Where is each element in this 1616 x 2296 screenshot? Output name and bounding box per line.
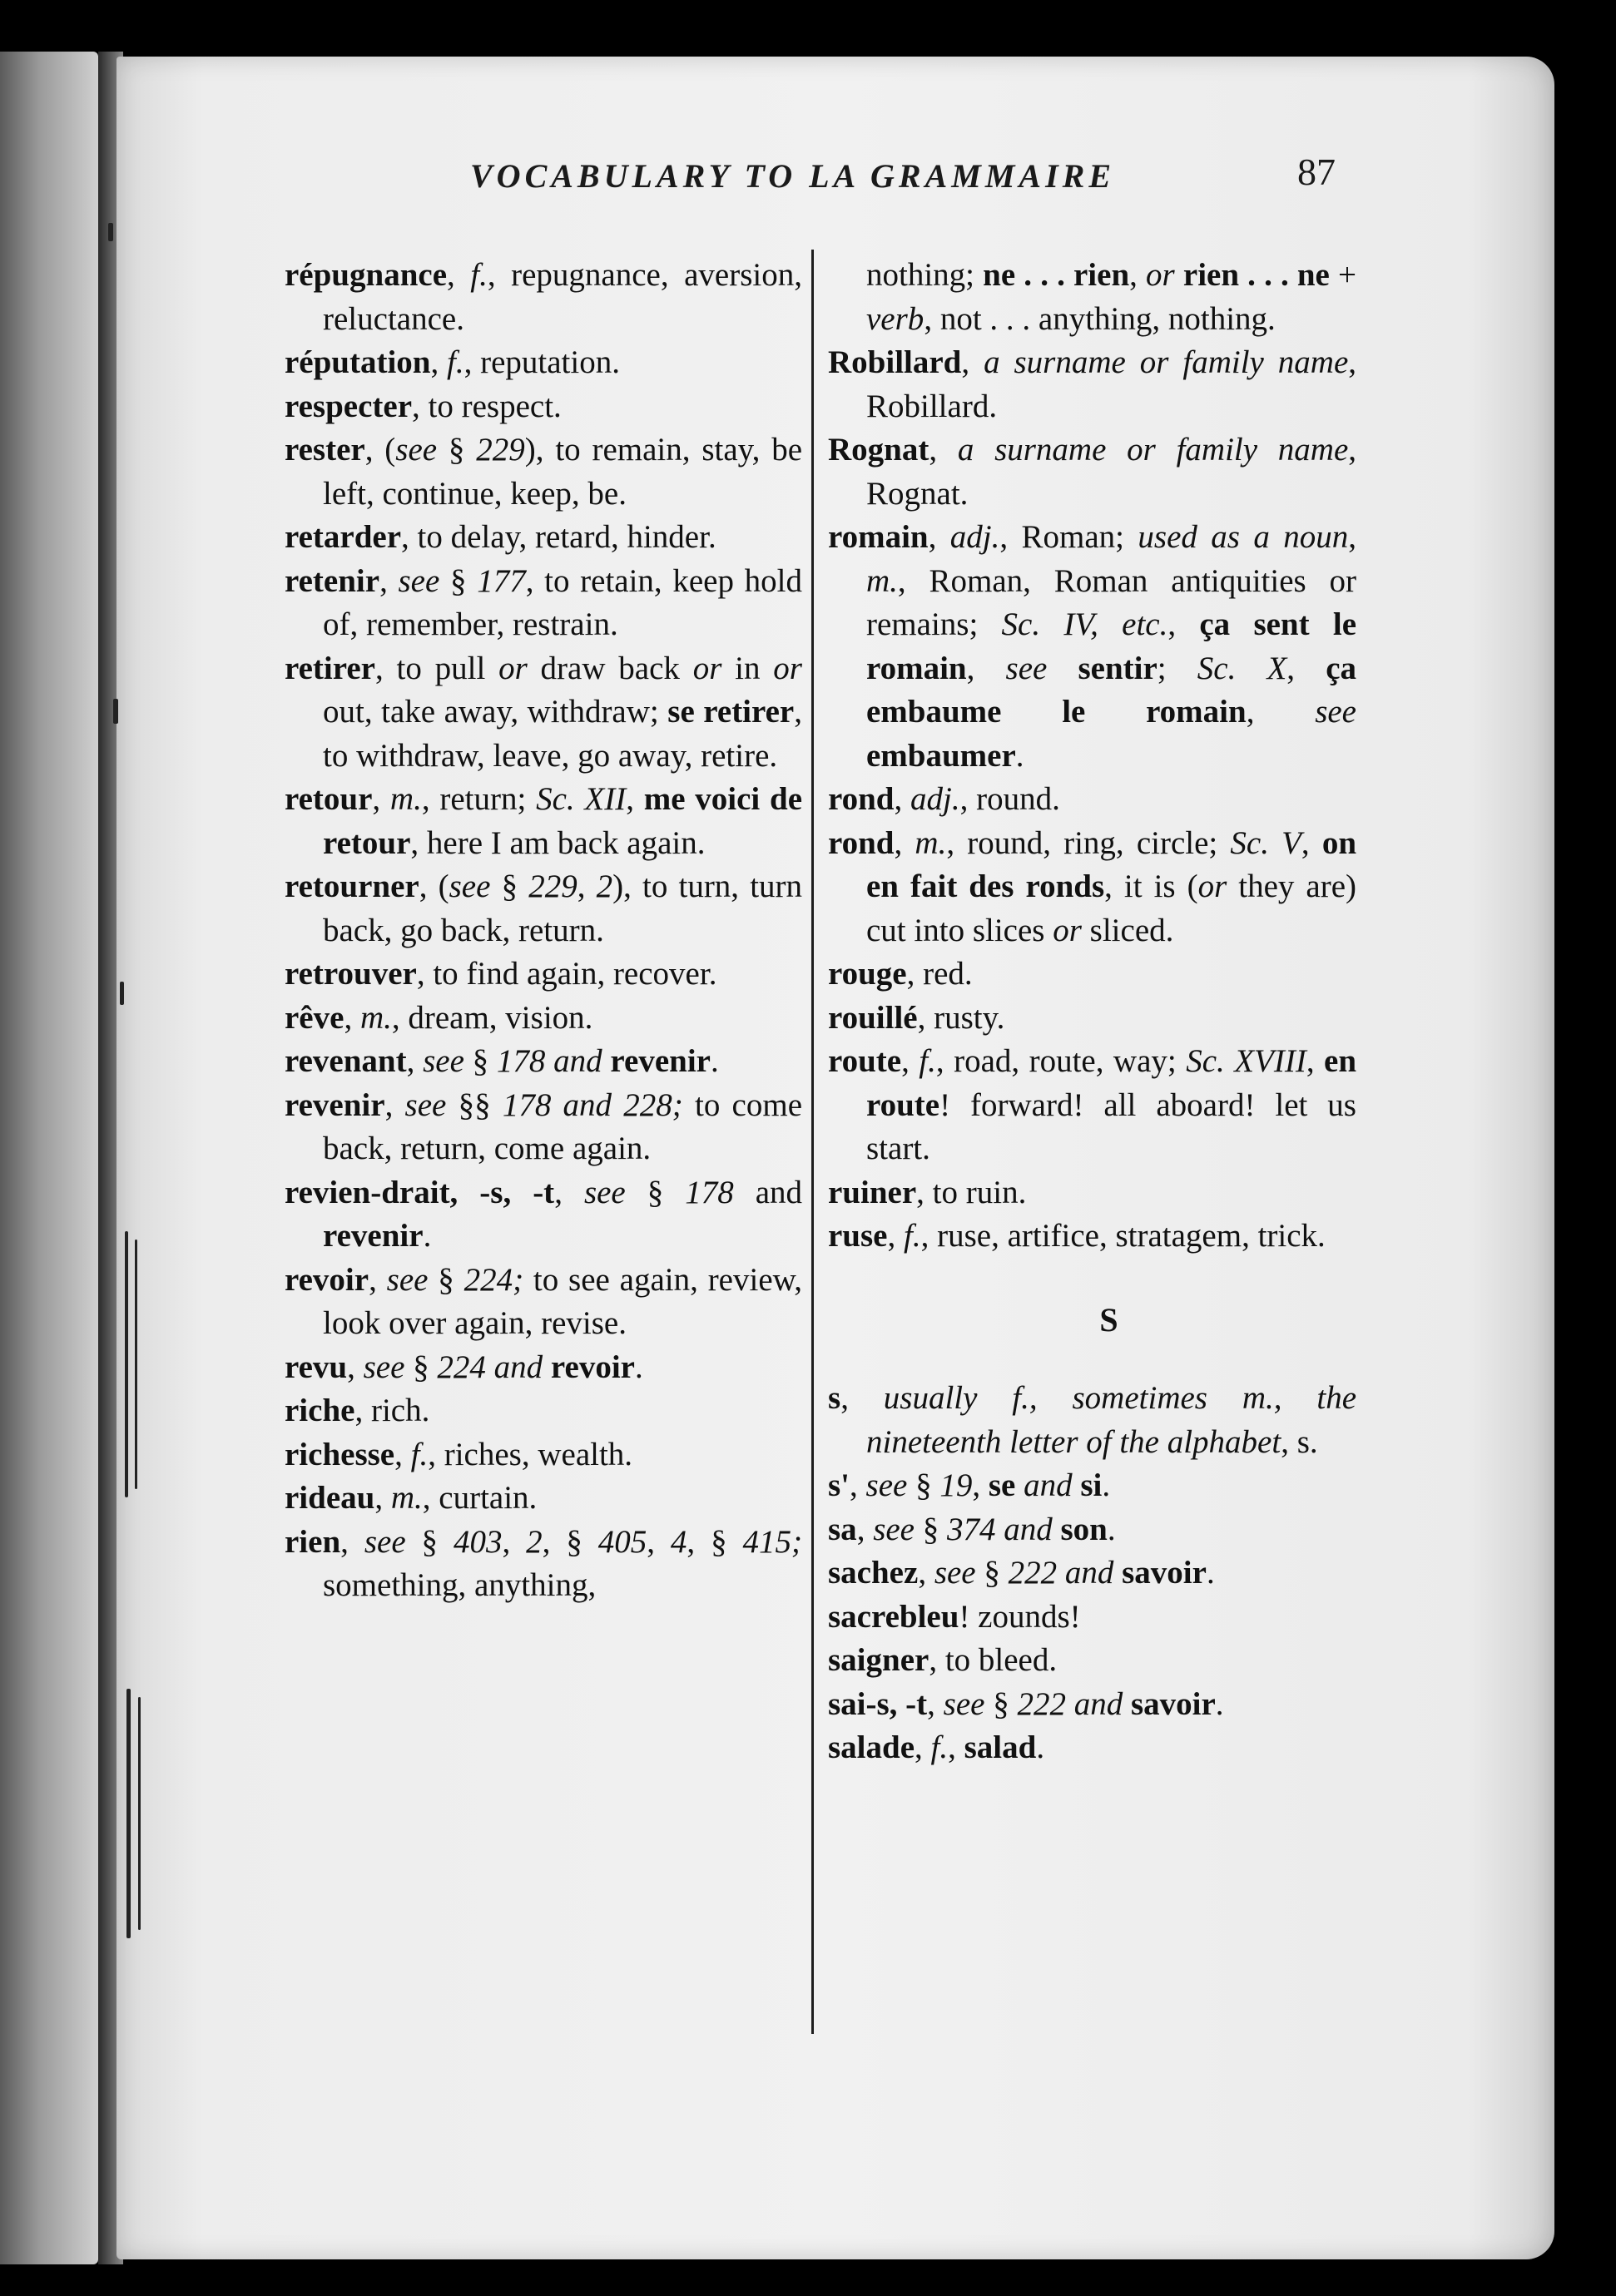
entry-text: , ruse, artifice, stratagem, trick. bbox=[920, 1218, 1326, 1254]
margin-mark bbox=[108, 223, 113, 241]
entry-text: § bbox=[428, 1261, 464, 1298]
entry-text: , bbox=[1306, 1043, 1325, 1079]
vocab-entry bbox=[285, 1389, 802, 1433]
headword: savoir bbox=[1130, 1685, 1216, 1722]
entry-text: they are) cut into slices bbox=[866, 868, 1357, 948]
entry-text: , bbox=[894, 781, 910, 817]
running-head bbox=[470, 151, 1336, 206]
headword: revien-drait, -s, -t bbox=[285, 1174, 555, 1210]
headword: retirer bbox=[285, 650, 375, 686]
headword: retourner bbox=[285, 868, 419, 904]
vocab-entry bbox=[285, 647, 802, 779]
entry-text: , bbox=[929, 432, 958, 468]
italic-text: see bbox=[865, 1467, 908, 1503]
headword: Robillard bbox=[828, 344, 962, 380]
headword: sacrebleu bbox=[828, 1598, 959, 1635]
vocab-entry bbox=[285, 1259, 802, 1346]
entry-text: , bbox=[928, 519, 950, 555]
entry-text: sliced. bbox=[1081, 912, 1174, 948]
italic-text: see bbox=[1005, 650, 1048, 686]
headword: si bbox=[1080, 1467, 1103, 1503]
entry-text: , bbox=[887, 1218, 904, 1254]
margin-mark bbox=[120, 982, 124, 1005]
vocab-entry bbox=[285, 341, 802, 385]
page-number: 87 bbox=[1297, 151, 1336, 193]
entry-text: §§ bbox=[446, 1086, 503, 1123]
headword: rouge bbox=[828, 956, 907, 992]
entry-text: , bbox=[372, 781, 390, 817]
vocab-entry bbox=[828, 822, 1356, 953]
vocab-entry bbox=[828, 1596, 1356, 1640]
headword: romain bbox=[828, 519, 929, 555]
entry-text bbox=[543, 1349, 551, 1385]
headword: retarder bbox=[285, 519, 402, 555]
italic-text: see bbox=[1315, 694, 1356, 730]
entry-text: , § bbox=[542, 1523, 598, 1560]
headword: sa bbox=[828, 1511, 857, 1547]
entry-text: , bbox=[647, 1523, 671, 1560]
italic-text: or bbox=[1146, 257, 1175, 293]
headword: ça sent le romain bbox=[866, 606, 1357, 686]
italic-text: or bbox=[1053, 912, 1082, 948]
headword: rester bbox=[285, 432, 365, 468]
italic-text: Sc. V bbox=[1230, 824, 1301, 861]
entry-text: , bbox=[927, 1685, 944, 1722]
italic-text: 2 bbox=[596, 868, 613, 904]
entry-text: . bbox=[1215, 1685, 1224, 1722]
headword: se bbox=[988, 1467, 1016, 1503]
italic-text: 4 bbox=[670, 1523, 687, 1560]
italic-text: 374 and bbox=[947, 1511, 1053, 1547]
italic-text: or bbox=[498, 650, 528, 686]
italic-text: or bbox=[692, 650, 722, 686]
vocab-entry bbox=[828, 1551, 1356, 1596]
entry-text: nothing; bbox=[866, 257, 984, 293]
entry-text: § bbox=[490, 868, 529, 904]
italic-text: 178 and bbox=[496, 1043, 602, 1079]
headword: revenant bbox=[285, 1043, 407, 1079]
entry-text: , bbox=[972, 1467, 989, 1503]
headword: respecter bbox=[285, 388, 413, 424]
entry-text bbox=[1053, 1512, 1061, 1547]
headword: s' bbox=[828, 1467, 850, 1503]
vocab-entry bbox=[285, 1521, 802, 1608]
margin-mark bbox=[135, 1240, 137, 1489]
italic-text: a surname or family name bbox=[984, 344, 1349, 380]
vocab-entry bbox=[828, 997, 1356, 1041]
entry-text: , bbox=[430, 344, 447, 380]
vocab-entry bbox=[285, 1346, 802, 1390]
entry-text: , bbox=[961, 344, 984, 380]
italic-text: see bbox=[404, 1086, 447, 1123]
entry-text: , it is ( bbox=[1104, 868, 1198, 904]
headword: répugnance bbox=[285, 257, 447, 293]
entry-text: , repugnance, aversion, reluctance. bbox=[323, 257, 802, 337]
entry-text: , riches, wealth. bbox=[428, 1436, 633, 1472]
headword: salade bbox=[828, 1729, 915, 1765]
entry-text: , to retain, keep hold of, remember, restrain. bbox=[323, 562, 802, 642]
entry-text: , road, route, way; bbox=[935, 1043, 1187, 1079]
headword: revoir bbox=[550, 1348, 635, 1385]
italic-text: adj. bbox=[949, 519, 1000, 555]
entry-text: , round, ring, circle; bbox=[946, 824, 1231, 861]
italic-text: 2 bbox=[526, 1523, 543, 1560]
entry-text bbox=[602, 1043, 611, 1079]
italic-text: or bbox=[1197, 868, 1227, 904]
entry-text: , bbox=[856, 1511, 874, 1547]
headword: rêve bbox=[285, 999, 345, 1036]
italic-text: f. bbox=[470, 257, 488, 293]
italic-text: f. bbox=[410, 1436, 429, 1472]
entry-text: , Roman, Roman antiquities or remains; bbox=[866, 562, 1356, 642]
entry-text: to come back, return, come again. bbox=[323, 1086, 803, 1166]
vocab-entry bbox=[828, 428, 1356, 516]
entry-text: , § bbox=[687, 1523, 743, 1560]
entry-text: , bbox=[915, 1729, 931, 1765]
entry-text: , bbox=[347, 1348, 364, 1385]
entry-text: . bbox=[1036, 1729, 1045, 1765]
headword: ruse bbox=[828, 1218, 888, 1254]
italic-text: Sc. IV, etc. bbox=[1001, 606, 1168, 642]
entry-text: , bbox=[447, 257, 471, 293]
vocab-entry bbox=[285, 1433, 802, 1477]
entry-text: + bbox=[1329, 257, 1357, 293]
entry-text: ; bbox=[1157, 650, 1197, 686]
headword: ne . . . rien bbox=[983, 257, 1130, 293]
entry-text: , return; bbox=[421, 781, 537, 817]
vocab-entry bbox=[285, 778, 802, 865]
italic-text: 224 and bbox=[437, 1348, 543, 1385]
left-column bbox=[285, 254, 802, 1608]
entry-text: , to delay, retard, hinder. bbox=[401, 519, 716, 555]
entry-text: . bbox=[1015, 737, 1024, 774]
entry-text: out, take away, withdraw; bbox=[323, 694, 668, 730]
vocab-entry bbox=[285, 1040, 802, 1084]
vocab-entry bbox=[828, 778, 1356, 822]
entry-text: , bbox=[850, 1467, 866, 1503]
vocab-entry bbox=[828, 1683, 1356, 1727]
entry-text bbox=[1123, 1686, 1131, 1722]
italic-text: 178 and 228; bbox=[502, 1086, 683, 1123]
headword: revoir bbox=[285, 1261, 369, 1298]
right-column bbox=[828, 254, 1356, 1770]
entry-text: , bbox=[384, 1086, 405, 1123]
entry-text: in bbox=[721, 650, 774, 686]
headword: réputation bbox=[285, 344, 431, 380]
italic-text: 229 bbox=[528, 868, 577, 904]
vocab-entry bbox=[285, 953, 802, 997]
italic-text: 224; bbox=[463, 1261, 524, 1298]
entry-text: , bbox=[406, 1043, 424, 1079]
entry-text: , bbox=[344, 999, 360, 1036]
entry-text: , bbox=[577, 868, 597, 904]
vocab-entry bbox=[285, 254, 802, 341]
entry-text: , to bleed. bbox=[929, 1642, 1058, 1678]
entry-text: , bbox=[394, 1436, 411, 1472]
entry-text: , curtain. bbox=[422, 1480, 538, 1516]
headword: revenir bbox=[323, 1218, 424, 1254]
vocab-entry bbox=[828, 1171, 1356, 1215]
italic-text: 403 bbox=[453, 1523, 503, 1560]
italic-text: see bbox=[934, 1555, 976, 1591]
entry-text: . bbox=[1206, 1555, 1215, 1591]
italic-text: used as a noun bbox=[1138, 519, 1349, 555]
italic-text: see bbox=[449, 868, 491, 904]
entry-text: . bbox=[1102, 1467, 1111, 1503]
headword: revu bbox=[285, 1348, 348, 1385]
entry-text: , to pull bbox=[374, 650, 499, 686]
italic-text: adj. bbox=[910, 781, 960, 817]
italic-text: or bbox=[773, 650, 802, 686]
facing-page-edge bbox=[0, 52, 98, 2264]
entry-text: , s. bbox=[1281, 1423, 1318, 1460]
vocab-entry bbox=[285, 1084, 802, 1171]
italic-text: verb bbox=[866, 300, 924, 337]
entry-text bbox=[1073, 1467, 1081, 1503]
italic-text: Sc. XVIII bbox=[1186, 1043, 1306, 1079]
entry-text: § bbox=[463, 1043, 497, 1079]
s-entries bbox=[828, 1377, 1356, 1770]
headword: sentir bbox=[1078, 650, 1157, 686]
entry-text: , dream, vision. bbox=[391, 999, 593, 1036]
running-title: VOCABULARY TO LA GRAMMAIRE bbox=[470, 157, 1115, 195]
entry-text: , to find again, recover. bbox=[416, 956, 717, 992]
italic-text: 178 bbox=[685, 1174, 734, 1210]
entry-text: , red. bbox=[906, 956, 973, 992]
headword: revenir bbox=[610, 1043, 711, 1079]
entry-text: , here I am back again. bbox=[410, 824, 706, 861]
italic-text: usually f., sometimes m., the nineteenth letter of the alphabet bbox=[866, 1380, 1357, 1460]
entry-text: , bbox=[374, 1480, 391, 1516]
vocab-entry bbox=[285, 865, 802, 953]
italic-text: a surname or family name bbox=[957, 432, 1349, 468]
headword: rouillé bbox=[828, 999, 918, 1036]
headword: ça embaume le romain bbox=[866, 650, 1356, 730]
vocab-entry bbox=[285, 516, 802, 560]
italic-text: f. bbox=[919, 1043, 936, 1079]
italic-text: 229 bbox=[476, 432, 525, 468]
headword: richesse bbox=[285, 1436, 395, 1472]
vocab-entry bbox=[828, 516, 1356, 778]
headword: rien bbox=[285, 1523, 341, 1560]
headword: ruiner bbox=[828, 1174, 917, 1210]
headword: rond bbox=[828, 824, 895, 861]
italic-text: 415; bbox=[742, 1523, 803, 1560]
italic-text: 222 and bbox=[1017, 1685, 1123, 1722]
headword: retenir bbox=[285, 562, 380, 599]
italic-text: 19 bbox=[939, 1467, 973, 1503]
italic-text: see bbox=[364, 1523, 406, 1560]
entry-text: ), to remain, stay, be left, continue, keep, be. bbox=[323, 432, 803, 512]
vocab-entry bbox=[285, 560, 802, 647]
entry-text: , rich. bbox=[354, 1393, 430, 1428]
vocab-entry bbox=[828, 953, 1356, 997]
entry-text: , bbox=[626, 781, 644, 817]
entry-text: draw back bbox=[527, 650, 693, 686]
italic-text: Sc. XII bbox=[536, 781, 627, 817]
headword: sai-s, -t bbox=[828, 1685, 928, 1722]
margin-mark bbox=[125, 1231, 128, 1497]
entry-text: § bbox=[915, 1511, 947, 1547]
entry-text: , Roman; bbox=[999, 519, 1138, 555]
headword: saigner bbox=[828, 1642, 929, 1678]
entry-text: , bbox=[1129, 257, 1147, 293]
italic-text: see bbox=[873, 1511, 915, 1547]
entry-text: , ( bbox=[419, 868, 449, 904]
entry-text: § bbox=[907, 1467, 940, 1503]
headword: savoir bbox=[1122, 1555, 1207, 1591]
section-letter: S bbox=[1099, 1300, 1118, 1339]
entry-text: , bbox=[1301, 824, 1322, 861]
entry-text: . bbox=[1107, 1511, 1116, 1547]
italic-text: f. bbox=[447, 344, 464, 380]
italic-text: 405 bbox=[597, 1523, 647, 1560]
entry-text: , Rognat. bbox=[866, 432, 1357, 512]
entry-text: to see again, review, look over again, revise. bbox=[323, 1261, 803, 1341]
entry-text: § bbox=[405, 1523, 454, 1560]
entry-text: , not . . . anything, nothing. bbox=[924, 300, 1276, 337]
entry-text: , bbox=[1286, 650, 1326, 686]
entry-text: ! forward! all aboard! let us start. bbox=[866, 1086, 1356, 1166]
entry-text: , bbox=[894, 824, 915, 861]
italic-text: and bbox=[1024, 1467, 1073, 1503]
italic-text: m. bbox=[359, 999, 392, 1036]
headword: s bbox=[828, 1380, 841, 1416]
vocab-entry bbox=[828, 1508, 1356, 1552]
headword: on en fait des ronds bbox=[866, 824, 1357, 904]
entry-text bbox=[1015, 1467, 1024, 1503]
vocab-entry bbox=[828, 1464, 1356, 1508]
column-rule bbox=[811, 250, 814, 2034]
entry-text: , bbox=[840, 1380, 884, 1416]
vocab-entry bbox=[828, 1726, 1356, 1770]
entry-text: , ( bbox=[364, 432, 396, 468]
italic-text: m. bbox=[915, 824, 947, 861]
italic-text: 177 bbox=[477, 562, 526, 599]
entry-text: , bbox=[918, 1555, 934, 1591]
italic-text: see bbox=[386, 1261, 429, 1298]
headword: embaumer bbox=[866, 737, 1016, 774]
entry-text: , bbox=[340, 1523, 364, 1560]
entry-text: § bbox=[975, 1555, 1009, 1591]
entry-text: § bbox=[625, 1174, 686, 1210]
vocab-entry bbox=[828, 341, 1356, 428]
entry-text: , bbox=[379, 562, 399, 599]
entry-text: § bbox=[984, 1685, 1018, 1722]
continued-entry bbox=[828, 254, 1356, 341]
italic-text: see bbox=[943, 1685, 985, 1722]
entry-text: something, anything, bbox=[323, 1567, 597, 1603]
entry-text: § bbox=[404, 1348, 438, 1385]
headword: en route bbox=[866, 1043, 1357, 1123]
headword: retour bbox=[285, 781, 373, 817]
italic-text: m. bbox=[390, 1480, 423, 1516]
headword: riche bbox=[285, 1393, 355, 1428]
entry-text: , reputation. bbox=[463, 344, 620, 380]
entry-text: , Robillard. bbox=[866, 344, 1356, 424]
vocab-entry bbox=[828, 1215, 1356, 1259]
entry-text: ), to turn, turn back, go back, return. bbox=[323, 868, 803, 948]
headword: retrouver bbox=[285, 956, 417, 992]
entry-text: , bbox=[1167, 606, 1200, 642]
italic-text: see bbox=[398, 562, 440, 599]
headword: me voici de retour bbox=[323, 781, 803, 861]
entry-text: § bbox=[439, 562, 478, 599]
vocab-entry bbox=[285, 385, 802, 429]
entry-text: , rusty. bbox=[917, 999, 1005, 1036]
margin-mark bbox=[113, 699, 118, 724]
vocab-entry bbox=[285, 1477, 802, 1521]
entry-text: , to respect. bbox=[412, 388, 562, 424]
entry-text: , bbox=[1348, 519, 1357, 555]
entry-text: , bbox=[554, 1174, 584, 1210]
italic-text: see bbox=[395, 432, 438, 468]
vocab-entry bbox=[828, 1377, 1356, 1464]
entry-text: . bbox=[634, 1348, 643, 1385]
entry-text: and bbox=[733, 1174, 803, 1210]
vocab-entry bbox=[828, 1639, 1356, 1683]
entry-text: § bbox=[437, 432, 477, 468]
italic-text: m. bbox=[866, 562, 898, 599]
entry-text: , bbox=[502, 1523, 527, 1560]
italic-text: f. bbox=[930, 1729, 949, 1765]
headword: route bbox=[828, 1043, 902, 1079]
headword: rien . . . ne bbox=[1182, 257, 1330, 293]
entry-text: , bbox=[369, 1261, 387, 1298]
headword: Rognat bbox=[828, 432, 929, 468]
headword: rideau bbox=[285, 1480, 375, 1516]
headword: sachez bbox=[828, 1555, 919, 1591]
entry-text: , bbox=[948, 1729, 964, 1765]
headword: revenir bbox=[285, 1086, 385, 1123]
entry-text: , bbox=[966, 650, 1006, 686]
italic-text: see bbox=[423, 1043, 464, 1079]
margin-mark bbox=[138, 1697, 141, 1930]
entry-text: , round. bbox=[959, 781, 1060, 817]
italic-text: see bbox=[363, 1348, 405, 1385]
entry-text bbox=[1047, 651, 1078, 686]
entry-text: ! zounds! bbox=[959, 1598, 1081, 1635]
margin-mark bbox=[126, 1689, 131, 1938]
vocab-entry bbox=[285, 997, 802, 1041]
headword: son bbox=[1060, 1511, 1108, 1547]
vocab-entry bbox=[285, 428, 802, 516]
entry-text: . bbox=[710, 1043, 719, 1079]
italic-text: see bbox=[583, 1174, 626, 1210]
entry-text: . bbox=[423, 1218, 432, 1254]
entry-text bbox=[1175, 257, 1183, 293]
r-entries bbox=[828, 341, 1356, 1259]
entry-text: , to ruin. bbox=[916, 1174, 1027, 1210]
headword: se retirer bbox=[667, 694, 795, 730]
italic-text: f. bbox=[904, 1218, 921, 1254]
italic-text: Sc. X bbox=[1197, 650, 1287, 686]
entry-text: , bbox=[1246, 694, 1316, 730]
vocab-entry bbox=[285, 1171, 802, 1259]
italic-text: 222 and bbox=[1008, 1555, 1114, 1591]
vocab-entry bbox=[828, 1040, 1356, 1171]
entry-text bbox=[1113, 1555, 1122, 1591]
headword: salad bbox=[964, 1729, 1037, 1765]
entry-text: , bbox=[901, 1043, 920, 1079]
headword: rond bbox=[828, 781, 895, 817]
entry-text: , to withdraw, leave, go away, retire. bbox=[323, 694, 802, 774]
italic-text: m. bbox=[389, 781, 422, 817]
